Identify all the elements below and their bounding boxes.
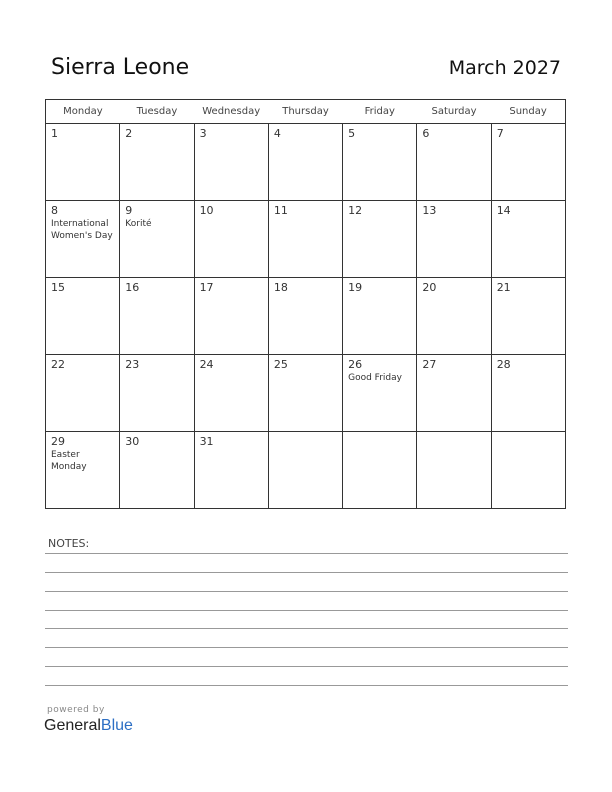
weekday-header: Monday — [46, 100, 120, 124]
note-line — [45, 553, 568, 554]
day-number: 29 — [51, 435, 65, 448]
notes-label: NOTES: — [48, 537, 90, 550]
day-number: 21 — [496, 281, 511, 294]
day-cell — [46, 432, 120, 509]
note-line — [45, 610, 568, 611]
weekday-header: Saturday — [417, 100, 491, 124]
day-cell — [417, 124, 491, 201]
day-number: 14 — [496, 204, 511, 217]
note-line — [45, 647, 568, 648]
week-row — [46, 278, 566, 355]
day-number: 22 — [51, 358, 65, 371]
day-cell — [268, 201, 342, 278]
day-cell — [491, 355, 565, 432]
weekday-header: Friday — [343, 100, 417, 124]
day-number: 23 — [125, 358, 140, 371]
day-cell — [417, 432, 491, 509]
day-number: 31 — [199, 435, 214, 448]
day-number: 4 — [273, 127, 281, 140]
day-number: 13 — [422, 204, 437, 217]
note-line — [45, 666, 568, 667]
day-number: 18 — [273, 281, 288, 294]
day-number: 16 — [125, 281, 140, 294]
month-title: March 2027 — [448, 57, 561, 79]
day-number: 11 — [273, 204, 288, 217]
brand-logo — [44, 717, 133, 735]
day-cell — [120, 124, 194, 201]
day-cell — [46, 355, 120, 432]
day-cell — [343, 432, 417, 509]
week-row — [46, 124, 566, 201]
holiday-label: International Women's Day — [51, 219, 113, 241]
brand-general: General — [44, 717, 101, 734]
day-cell — [417, 355, 491, 432]
day-number: 17 — [199, 281, 214, 294]
day-number: 24 — [199, 358, 214, 371]
day-cell — [268, 355, 342, 432]
note-line — [45, 591, 568, 592]
day-number: 27 — [422, 358, 437, 371]
day-number: 20 — [422, 281, 437, 294]
day-cell — [343, 201, 417, 278]
day-cell — [491, 201, 565, 278]
day-number: 26 — [348, 358, 363, 371]
brand-blue: Blue — [100, 717, 133, 734]
note-line — [45, 628, 568, 629]
day-cell — [194, 355, 268, 432]
day-cell — [268, 278, 342, 355]
day-cell — [491, 278, 565, 355]
day-cell — [46, 124, 120, 201]
week-row — [46, 201, 566, 278]
day-cell — [268, 432, 342, 509]
weekday-header: Thursday — [268, 100, 342, 124]
day-number: 7 — [496, 127, 504, 140]
weekday-header-row — [46, 100, 566, 124]
week-row — [46, 432, 566, 509]
day-cell — [194, 278, 268, 355]
weekday-header: Wednesday — [194, 100, 268, 124]
day-number: 3 — [199, 127, 207, 140]
day-number: 30 — [125, 435, 140, 448]
day-cell — [343, 278, 417, 355]
powered-by-label: powered by — [47, 705, 105, 715]
day-number: 15 — [51, 281, 65, 294]
day-cell — [120, 355, 194, 432]
day-cell — [417, 278, 491, 355]
day-number: 12 — [348, 204, 363, 217]
day-cell — [46, 201, 120, 278]
day-cell — [343, 355, 417, 432]
day-number: 1 — [51, 127, 58, 140]
calendar-grid — [45, 99, 566, 509]
holiday-label: Easter Monday — [51, 450, 87, 472]
holiday-label: Korité — [125, 219, 152, 229]
week-row — [46, 355, 566, 432]
day-cell — [194, 201, 268, 278]
day-number: 2 — [125, 127, 133, 140]
day-number: 5 — [348, 127, 356, 140]
day-cell — [268, 124, 342, 201]
day-cell — [120, 201, 194, 278]
weekday-header: Tuesday — [120, 100, 194, 124]
note-line — [45, 685, 568, 686]
day-number: 28 — [496, 358, 511, 371]
day-cell — [194, 124, 268, 201]
day-cell — [120, 432, 194, 509]
day-cell — [491, 432, 565, 509]
weekday-header: Sunday — [491, 100, 565, 124]
country-title: Sierra Leone — [51, 55, 190, 80]
day-number: 25 — [273, 358, 288, 371]
day-cell — [491, 124, 565, 201]
day-cell — [120, 278, 194, 355]
note-line — [45, 572, 568, 573]
day-number: 9 — [125, 204, 133, 217]
day-cell — [343, 124, 417, 201]
day-number: 6 — [422, 127, 430, 140]
day-cell — [417, 201, 491, 278]
day-cell — [46, 278, 120, 355]
day-cell — [194, 432, 268, 509]
holiday-label: Good Friday — [348, 373, 402, 383]
day-number: 8 — [51, 204, 58, 217]
day-number: 19 — [348, 281, 363, 294]
day-number: 10 — [199, 204, 214, 217]
